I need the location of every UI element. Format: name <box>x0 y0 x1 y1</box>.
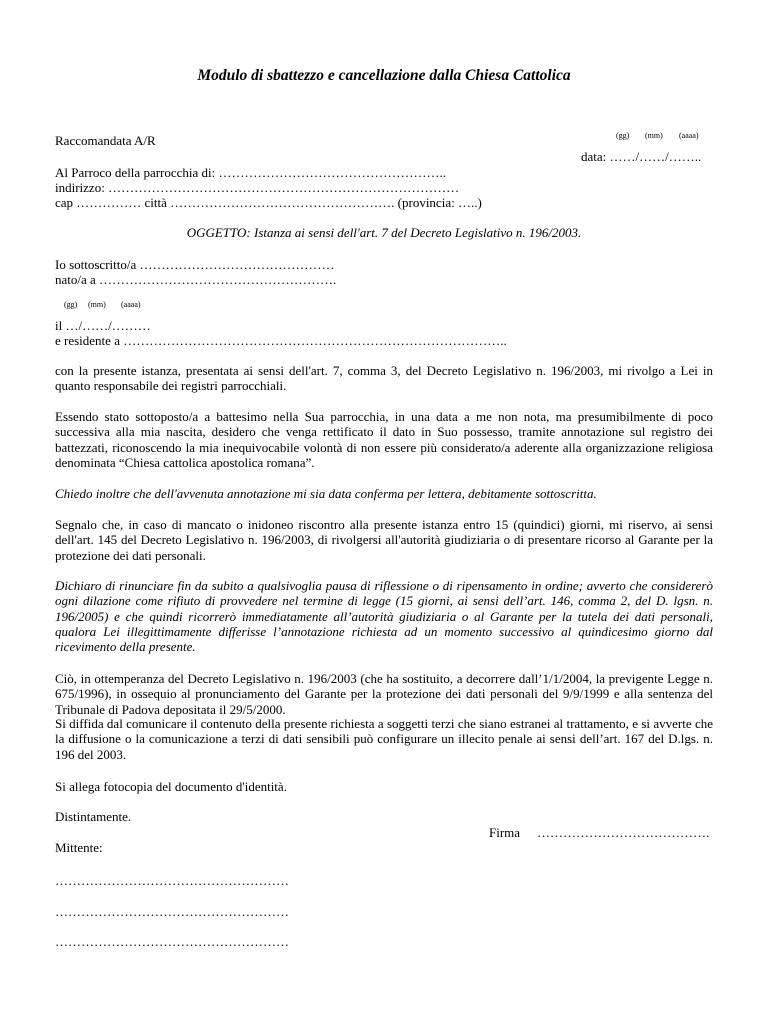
sender-residente: e residente a …………………………………………………………………………….. <box>55 333 507 348</box>
sender-birth-date: il …/……/……… <box>55 318 151 333</box>
paragraph-intro: con la presente istanza, presentata ai sensi dell'art. 7, comma 3, del Decreto Legislativo n. 196/2003, mi rivolgo a Lei in quanto responsabile dei registri parrocchiali. <box>55 363 713 394</box>
raccomandata-label: Raccomandata A/R <box>55 133 156 148</box>
sender-label: Mittente: <box>55 840 103 855</box>
paragraph-attachment: Si allega fotocopia del documento d'identità. <box>55 779 287 794</box>
paragraph-declaration: Dichiaro di rinunciare fin da subito a qualsivoglia pausa di riflessione o di ripensamento in ordine; avverto che considererò ogni dilazione come rifiuto di provvedere nel termine di legge (15 giorni, ai sensi dell’art. 146, comma 2, del D. lgsn. n. 196/2005) e che quindi ricorrerò immediatamente all’autorità giudiziaria o al Garante per la tutela dei dati personali, qualora Lei illegittimamente differisse l’annotazione richiesta ad un momento successivo al quindicesimo giorno dal ricevimento della presente. <box>55 578 713 655</box>
paragraph-confirmation: Chiedo inoltre che dell'avvenuta annotazione mi sia data conferma per lettera, debitamente sottoscritta. <box>55 486 597 501</box>
paragraph-request: Essendo stato sottoposto/a a battesimo nella Sua parrocchia, in una data a me non nota, ma presumibilmente di poco successiva alla mia nascita, desidero che venga rettificato il dato in Suo possesso, tramite annotazione sul registro dei battezzati, riconoscendo la mia inequivocabile volontà di non essere più considerato/a aderente alla organizzazione religiosa denominata “Chiesa cattolica apostolica romana”. <box>55 409 713 470</box>
signature-label: Firma <box>489 825 521 840</box>
paragraph-legal-basis: Ciò, in ottemperanza del Decreto Legislativo n. 196/2003 (che ha sostituito, a decorrere dall’1/1/2004, la previgente Legge n. 675/1996), in ossequio al pronunciamento del Garante per la protezione dei dati personali del 9/9/1999 e alla sentenza del Tribunale di Padova depositata il 29/5/2000. <box>55 671 713 717</box>
document-title: Modulo di sbattezzo e cancellazione dalla Chiesa Cattolica <box>197 67 571 84</box>
paragraph-warning: Si diffida dal comunicare il contenuto della presente richiesta a soggetti terzi che siano estranei al trattamento, e si avverte che la diffusione o la comunicazione a terzi di dati sensibili può configurare un illecito penale ai sensi dell’art. 167 del D.lgs. n. 196 del 2003. <box>55 716 713 762</box>
recipient-indirizzo: indirizzo: ……………………………………………………………………… <box>55 180 460 195</box>
date-hint-mm: (mm) <box>645 131 663 140</box>
date-hint-aaaa: (aaaa) <box>679 131 699 140</box>
date-hint-gg: (gg) <box>616 131 630 140</box>
paragraph-deadline: Segnalo che, in caso di mancato o inidoneo riscontro alla presente istanza entro 15 (quindici) giorni, mi riservo, ai sensi dell'art. 145 del Decreto Legislativo n. 196/2003, di rivolgersi all'autorità giudiziaria o di presentare ricorso al Garante per la protezione dei dati personali. <box>55 517 713 563</box>
birth-date-hint-mm: (mm) <box>88 300 106 309</box>
recipient-parroco: Al Parroco della parrocchia di: …………………………………………….. <box>55 165 447 180</box>
signature-line: …………………………………. <box>537 825 710 840</box>
sender-address-line: ……………………………………………… <box>55 934 289 949</box>
recipient-cap-citta: cap …………… città ……………………………………………. (provincia: …..) <box>55 195 482 210</box>
birth-date-hint-gg: (gg) <box>64 300 78 309</box>
subject-line: OGGETTO: Istanza ai sensi dell'art. 7 del Decreto Legislativo n. 196/2003. <box>186 225 582 240</box>
birth-date-hint-aaaa: (aaaa) <box>121 300 141 309</box>
sender-address-line: ……………………………………………… <box>55 904 289 919</box>
sender-nato: nato/a a ………………………………………………. <box>55 272 337 287</box>
closing-distintamente: Distintamente. <box>55 809 132 824</box>
date-field: data: ……/……/…….. <box>581 149 702 164</box>
sender-sottoscritto: Io sottoscritto/a ……………………………………… <box>55 257 335 272</box>
sender-address-line: ……………………………………………… <box>55 873 289 888</box>
